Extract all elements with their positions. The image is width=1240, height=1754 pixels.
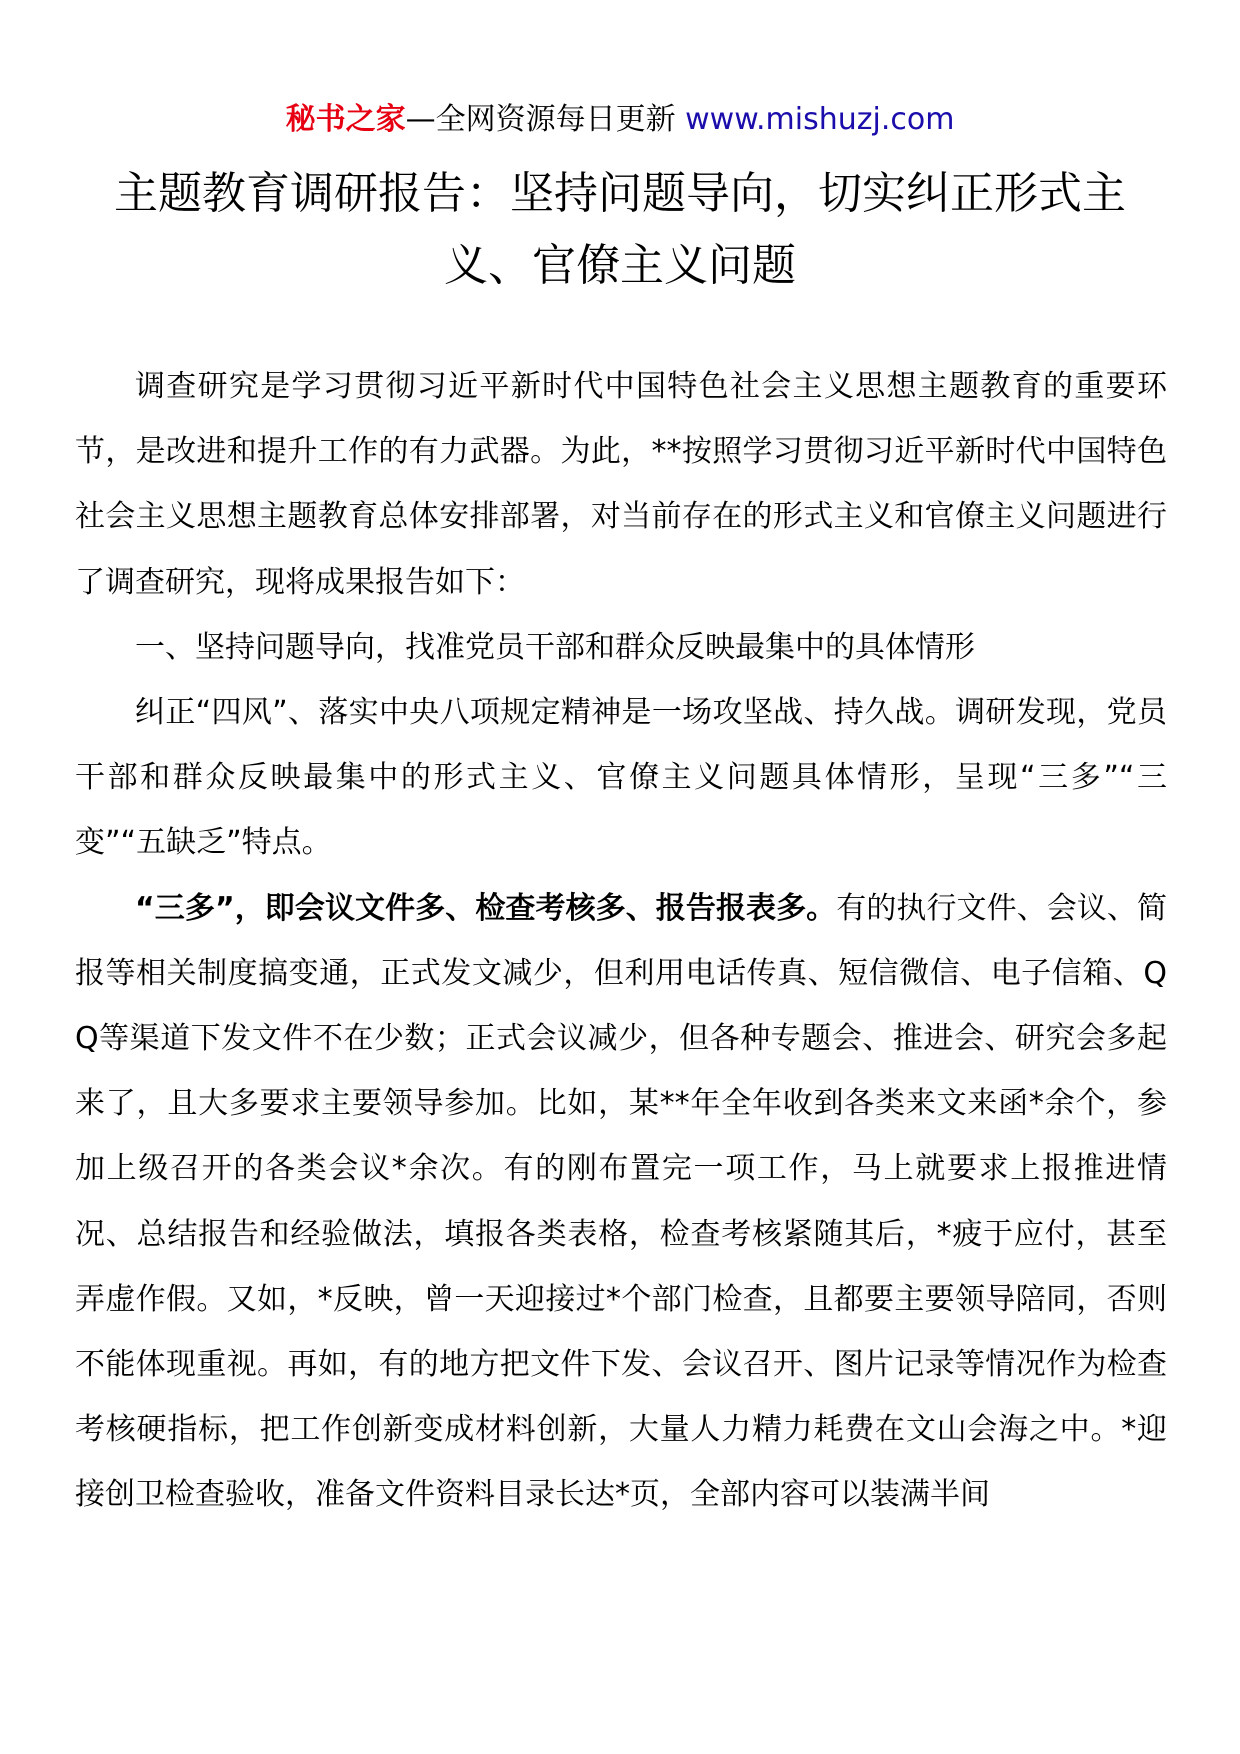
site-header (0, 100, 1240, 140)
brand-name: 秘书之家 (285, 102, 406, 137)
paragraph-four-winds (75, 680, 1167, 876)
document-title: 主题教育调研报告：坚持问题导向，切实纠正形式主义、官僚主义问题 (114, 168, 1126, 291)
paragraph-text: 有的执行文件、会议、简报等相关制度搞变通，正式发文减少，但利用电话传真、短信微信、电子信箱、QQ等渠道下发文件不在少数；正式会议减少，但各种专题会、推进会、研究会多起来了，且大多要求主要领导参加。比如，某**年全年收到各类来文来函*余个，参加上级召开的各类会议*余次。有的刚布置完一项工作，马上就要求上报推进情况、总结报告和经验做法，填报各类表格，检查考核紧随其后，*疲于应付，甚至弄虚作假。又如，*反映，曾一天迎接过*个部门检查，且都要主要领导陪同，否则不能体现重视。再如，有的地方把文件下发、会议召开、图片记录等情况作为检查考核硬指标，把工作创新变成材料创新，大量人力精力耗费在文山会海之中。*迎接创卫检查验收，准备文件资料目录长达*页，全部内容可以装满半间 (75, 890, 1168, 1513)
section-heading-1 (75, 615, 1167, 680)
paragraph-text: 调查研究是学习贯彻习近平新时代中国特色社会主义思想主题教育的重要环节，是改进和提升工作的有力武器。为此，**按照学习贯彻习近平新时代中国特色社会主义思想主题教育总体安排部署，对当前存在的形式主义和官僚主义问题进行了调查研究，现将成果报告如下： (75, 369, 1167, 600)
paragraph-intro (75, 354, 1167, 615)
paragraph-text: 一、坚持问题导向，找准党员干部和群众反映最集中的具体情形 (135, 629, 975, 665)
header-tagline: —全网资源每日更新 (405, 102, 686, 137)
site-url-link[interactable]: www.mishuzj.com (685, 102, 955, 137)
paragraph-lead-bold: “三多”，即会议文件多、检查考核多、报告报表多。 (135, 890, 837, 926)
paragraph-three-many (75, 876, 1167, 1528)
paragraph-text: 纠正“四风”、落实中央八项规定精神是一场攻坚战、持久战。调研发现，党员干部和群众反映最集中的形式主义、官僚主义问题具体情形，呈现“三多”“三变”“五缺乏”特点。 (75, 695, 1167, 861)
document-body (75, 354, 1167, 1528)
